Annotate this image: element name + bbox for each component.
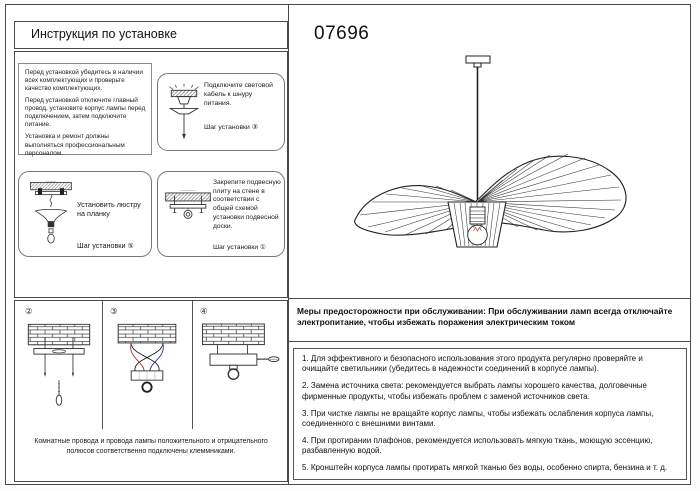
- mount-plate-icon: [163, 189, 213, 229]
- step-mount-plate-text: [213, 179, 281, 253]
- pendant-lamp-drawing: [288, 51, 691, 298]
- note-professional: Установка и ремонт должны выполняться профессиональным персоналом.: [25, 133, 125, 157]
- step-mount-plate-box: [157, 171, 285, 257]
- note-disconnect-power: Перед установкой отключите главный провод, установите корпус лампы перед подключением, затем подключите питание.: [25, 97, 146, 129]
- page-title: Инструкция по установке: [31, 27, 177, 41]
- diagram-label-2: ②: [25, 306, 33, 316]
- step-install-chandelier-box: [18, 171, 152, 257]
- diagram-canopy-icon: [195, 317, 285, 421]
- maintenance-warning-text: Меры предосторожности при обслуживании: При обслуживании ламп всегда отключайте электропитание, чтобы избежать поражения электрическим током: [297, 306, 673, 328]
- step-number-label: Шаг установки ①: [213, 244, 266, 252]
- connect-cable-icon: [164, 82, 204, 144]
- maintenance-rule-4: 4. При протирании плафонов, рекомендуется использовать мягкую ткань, моющую эссенцию, разбавленную водой.: [302, 435, 653, 456]
- diagram-label-4: ④: [200, 306, 208, 316]
- page-frame: [5, 4, 691, 485]
- model-number: 07696: [314, 23, 370, 44]
- diagram-wiring-icon: [107, 317, 187, 421]
- step-number-label: Шаг установки ③: [204, 124, 258, 132]
- step-connect-cable-text: [204, 82, 280, 133]
- lamp-drawing-area: [288, 51, 691, 299]
- step-install-chandelier-text: [77, 180, 149, 250]
- install-chandelier-icon: [25, 180, 77, 250]
- maintenance-rule-1: 1. Для эффективного и безопасного использования этого продукта регулярно проверяйте и очищайте светильники (убедитесь в надежности соединений в корпусе лампы).: [302, 354, 643, 374]
- step-text: Закрепите подвесную плиту на стене в соответствии с общей схемой установки подвесной доски.: [213, 179, 281, 230]
- preparation-notes: [18, 63, 152, 155]
- diagram-divider-2: [192, 301, 193, 429]
- diagram-screws-icon: [19, 317, 99, 421]
- diagram-label-3: ③: [110, 306, 118, 316]
- maintenance-rules-box: [293, 348, 687, 480]
- maintenance-warning-box: [288, 299, 691, 342]
- page-title-box: [14, 21, 288, 49]
- note-check-parts: Перед установкой убедитесь в наличии всех комплектующих и проверьте качество комплектующих.: [25, 69, 143, 93]
- wiring-diagrams-box: [14, 300, 288, 482]
- diagram-divider-1: [102, 301, 103, 429]
- maintenance-rule-5: 5. Кронштейн корпуса лампы протирать мягкой тканью без воды, особенно спирта, бензина и т. д.: [302, 463, 668, 473]
- step-number-label: Шаг установки ⑤: [77, 240, 134, 250]
- diagram-caption: Комнатные провода и провода лампы положительного и отрицательного полюсов соответственно подключены клеммниками.: [34, 438, 268, 455]
- step-connect-cable-box: [157, 73, 285, 151]
- step-text: Подключите световой кабель к шнуру питания.: [204, 82, 273, 107]
- step-text: Установить люстру на планку: [77, 200, 141, 219]
- maintenance-rule-2: 2. Замена источника света: рекомендуется выбрать лампы хорошего качества, долговечные фирменные продукты, чтобы избежать проблем с заменой источников света.: [302, 381, 647, 401]
- maintenance-rule-3: 3. При чистке лампы не вращайте корпус лампы, чтобы избежать ослабления корпуса лампы, соединенного с внешними винтами.: [302, 408, 654, 428]
